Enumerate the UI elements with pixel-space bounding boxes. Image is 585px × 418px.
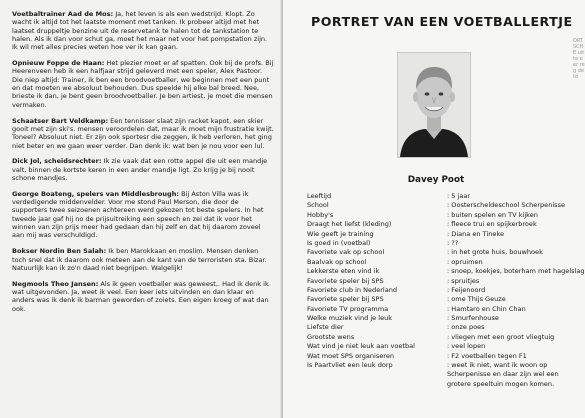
profile-row xyxy=(307,277,579,286)
profile-label: Favoriete vak op school xyxy=(307,248,385,257)
player-name: Davey Poot xyxy=(407,175,465,185)
quotes-column xyxy=(12,10,274,313)
quote-speaker: Opnieuw Foppe de Haan: xyxy=(12,59,105,68)
profile-label: Wie geeft je training xyxy=(307,229,374,238)
profile-label: Wat moet SPS organiseren xyxy=(307,351,394,360)
profile-row xyxy=(307,211,579,220)
quote-text: Ja, het leven is als een wedstrijd. Klopt. Zo wacht ik altijd tot het laatste moment met tanken. Ik probeer altijd met het laatset druppeltje benzine uit de reservetank te halen tot de tankstation te halen. Als ik dan voor schut ga, moet het maar net voor het pompstation zijn. Ik wil met alles precies weten hoe ver ik kan gaan. xyxy=(12,10,268,52)
profile-label: Is goed in (voetbal) xyxy=(307,238,371,247)
profile-row xyxy=(307,230,579,239)
player-photo xyxy=(397,52,471,158)
quote-paragraph xyxy=(12,280,274,313)
profile-label: Grootste wens xyxy=(307,332,355,341)
profile-row xyxy=(307,342,579,351)
profile-label: Hobby's xyxy=(307,210,334,219)
profile-label: Favoriete TV programma xyxy=(307,304,389,313)
profile-row xyxy=(307,323,579,332)
profile-value: : opruimen xyxy=(447,257,483,266)
quote-text: Ik ben Marokkaan en moslim. Mensen denken toch snel dat ik daarom ook meteen aan de kant van de terroristen sta. Bizar. Natuurlijk kan ik zo'n daad niet begrijpen. Walgelijk! xyxy=(12,247,267,272)
profile-row xyxy=(307,352,579,361)
profile-value: : in het grote huis, bouwhoek xyxy=(447,248,543,257)
quote-paragraph xyxy=(12,117,274,150)
profile-label: Welke muziek vind je leuk xyxy=(307,314,393,323)
profile-value: : ome Thijs Geuze xyxy=(447,295,506,304)
quote-text: Als ik geen voetballer was geweest,. Had ik denk ik wat uitgevonden. Ja, weet ik veel. Een keer iets uitvinden en dan klaar en anders was ik denk ik barman geworden of zoiets. Een eigen kroeg of wat dan ook. xyxy=(12,279,269,313)
profile-label: School xyxy=(307,201,329,210)
right-page xyxy=(283,0,585,418)
profile-label: Liefste dier xyxy=(307,323,344,332)
profile-row xyxy=(307,248,579,257)
profile-row xyxy=(307,201,579,210)
profile-label: Wat vind je niet leuk aan voetbal xyxy=(307,342,415,351)
quote-text: Bij Aston Villa was ik verdedigende middenvelder. Voor me stond Paul Merson, die door de supporters twee seizoenen achtereen werd gekozen tot beste spelers. In het tweede jaar gaf hij no de prijsuitreiking een speech en zei dat ik voor het winnen van zijn prijs meer had gedaan dan hij zelf en dat hij daarom zoveel aan mij was verschuldigd. xyxy=(12,189,264,240)
profile-value: : veel lopen xyxy=(447,342,486,351)
profile-label: Baalvak op school xyxy=(307,257,367,266)
profile-row xyxy=(307,192,579,201)
player-portrait-image xyxy=(398,53,470,157)
profile-label: Favoriete club in Nederland xyxy=(307,285,398,294)
profile-row xyxy=(307,258,579,267)
profile-value: : F2 voetballen tegen F1 xyxy=(447,351,527,360)
profile-row xyxy=(307,314,579,323)
left-page xyxy=(0,0,283,418)
quote-paragraph xyxy=(12,190,274,240)
profile-row xyxy=(307,267,585,276)
profile-row xyxy=(307,295,579,304)
profile-value: : weet ik niet, want ik woon op Scherpenisse en daar zijn wel een grotere speeltuin mogen komen. xyxy=(447,361,559,388)
adjacent-page-edge-text: ORTSCHE uit te eer reg de to xyxy=(573,38,585,80)
quote-speaker: George Boateng, spelers van Middlesbrough: xyxy=(12,189,180,198)
profile-row xyxy=(307,286,579,295)
page-title: PORTRET VAN EEN VOETBALLERTJE xyxy=(311,14,573,29)
quote-text: Het plezier moet er af spatten. Ook bij de profs. Bij Heerenveen heb ik een halfjaar strijd geleverd met een speler, Alex Pastoor. Die niep altijd: Trainer, ik ben een broodvoetballer, we beginnen met een punt en dat moeten we absoluut behouden. Dus speelde hij elke bal breed. Nee, brieste ik dan, je bent geen broodvoetballer. Je ben artiest, je moet die mensen vermaken. xyxy=(12,59,274,109)
profile-row xyxy=(307,305,579,314)
profile-row xyxy=(307,333,579,342)
profile-value: : Diana en Tineke xyxy=(447,229,505,238)
quote-speaker: Schaatser Bart Veldkamp: xyxy=(12,116,109,125)
quote-paragraph xyxy=(12,157,274,182)
quote-paragraph xyxy=(12,59,274,109)
profile-label: Is Paartvliet een leuk dorp xyxy=(307,361,393,370)
profile-value: : spruitjes xyxy=(447,276,480,285)
profile-label: Lekkerste eten vind ik xyxy=(307,267,380,276)
profile-row xyxy=(307,220,579,229)
quote-speaker: Dick Jol, scheidsrechter: xyxy=(12,157,102,166)
quote-speaker: Voetbaltrainer Aad de Mos: xyxy=(12,10,114,18)
profile-label: Draagt het liefst (kleding) xyxy=(307,220,392,229)
quote-text: Een tennisser slaat zijn racket kapot, een skier gooit met zijn ski's. mensen veroordelen dat, maar ik moet mijn frustratie kwijt. Toneel? Absoluut niet. Er zijn ook sportesr die zeggen, ik heb verloren, het ging niet beter en we gaan weer verder. Dan denk ik: wat ben je nou voor een lul. xyxy=(12,116,274,150)
profile-value: : buiten spelen en TV kijken xyxy=(447,210,538,219)
profile-value: : ?? xyxy=(447,238,459,247)
quote-paragraph xyxy=(12,10,274,52)
quote-paragraph xyxy=(12,247,274,272)
profile-value: : 5 jaar xyxy=(447,192,471,200)
profile-value: : Hamtaro en Chin Chan xyxy=(447,304,526,313)
quote-speaker: Negmools Theo Jansen: xyxy=(12,279,99,288)
profile-value: : fleece trui en spijkerbroek xyxy=(447,220,537,229)
profile-value: : Smurfenhouse xyxy=(447,314,499,323)
quote-text: Ik zie vaak dat een rotte appel die uit een mandje valt, binnen de kortste keren in een ander mandje ligt. Zo krijg je bij nooit schone mandjes. xyxy=(12,157,268,183)
profile-value: : vliegen met een groot vliegtuig xyxy=(447,332,555,341)
profile-label: Favoriete speler bij SPS xyxy=(307,295,384,304)
profile-value: : Oosterscheldeschool Scherpenisse xyxy=(447,201,566,210)
profile-value: : onze poes xyxy=(447,323,485,332)
profile-label: Leeftijd xyxy=(307,192,332,200)
quote-speaker: Bokser Nordin Ben Salah: xyxy=(12,247,107,256)
profile-value: : Feijenoord xyxy=(447,285,486,294)
profile-value: : snoep, koekjes, boterham met hagelslag xyxy=(447,267,585,276)
profile-table xyxy=(307,192,585,388)
profile-row xyxy=(307,361,579,388)
profile-row xyxy=(307,239,579,248)
profile-label: Favoriete speler bij SPS xyxy=(307,276,384,285)
